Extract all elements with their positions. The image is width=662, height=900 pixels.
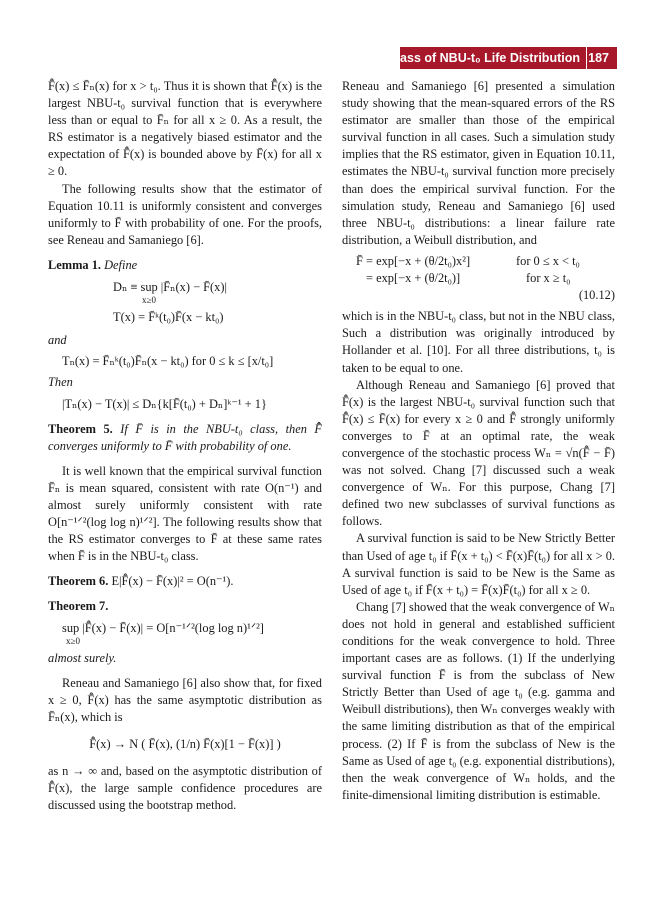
equation-row [342, 253, 615, 270]
equation: F̂̄(x) → N ( F̄(x), (1/n) F̄(x)[1 − F̄(x)] ) [89, 737, 281, 751]
paragraph: It is well known that the empirical survival function F̄ₙ is mean squared, consistent with rate O(n⁻¹) and almost surely uniformly consistent with rate O[n⁻¹ᐟ²(log log n)¹ᐟ²]. The following results show that the RS estimator converges to F̄ at these same rates when F̄ is in the NBU-t₀ class. [48, 463, 322, 564]
equation-subscript: x≥0 [142, 295, 156, 306]
paragraph: which is in the NBU-t₀ class, but not in the NBU class, Such a distribution was originally introduced by Hollander et al. [10]. For all three distributions, t₀ is taken to be equal to one. [342, 309, 615, 375]
equation: Tₙ(x) = F̄ₙᵏ(t₀)F̄ₙ(x − kt₀) for 0 ≤ k ≤ [x/t₀] [62, 354, 274, 369]
equation-row [342, 270, 615, 287]
theorem-label: Theorem 5. [48, 421, 113, 436]
left-column [48, 78, 322, 814]
lemma-1 [48, 257, 322, 274]
equation-condition: for 0 ≤ x < t₀ [516, 253, 580, 268]
equation: |Tₙ(x) − T(x)| ≤ Dₙ{k[F̄(t₀) + Dₙ]ᵏ⁻¹ + 1} [62, 396, 267, 411]
equation-subscript: x≥0 [66, 635, 80, 646]
theorem-label: Theorem 6. [48, 574, 109, 589]
connector-text: Then [48, 375, 73, 390]
equation-condition: for x ≥ t₀ [526, 271, 571, 286]
header-divider [586, 47, 587, 69]
theorem-text: E|F̂̄(x) − F̄(x)|² = O(n⁻¹). [111, 574, 234, 589]
right-column [342, 78, 615, 804]
paragraph: Reneau and Samaniego [6] also show that, for fixed x ≥ 0, F̂̄(x) has the same asymptotic distribution as F̄ₙ(x), which is [48, 675, 322, 724]
paragraph: The following results show that the estimator of Equation 10.11 is uniformly consistent and converges uniformly to F̄ with probability of one. For the proofs, see Reneau and Samaniego [6]. [48, 181, 322, 247]
page-number: 187 [588, 51, 609, 65]
equation: sup |F̂̄(x) − F̄(x)| = O[n⁻¹ᐟ²(log log n)¹ᐟ²] [62, 620, 264, 635]
theorem-5 [48, 421, 322, 455]
lemma-text: Define [104, 257, 138, 272]
equation: Dₙ ≡ sup |F̄ₙ(x) − F̄(x)| [113, 280, 227, 295]
equation: T(x) = F̄ᵏ(t₀)F̄(x − kt₀) [113, 310, 224, 325]
theorem-label: Theorem 7. [48, 599, 109, 614]
running-title: Class of NBU-t₀ Life Distribution [387, 51, 580, 65]
connector-text: almost surely. [48, 650, 117, 665]
equation: F̄ = exp[−x + (θ/2t₀)x²] [356, 253, 471, 268]
equation: = exp[−x + (θ/2t₀)] [366, 271, 461, 286]
running-header [387, 47, 617, 69]
theorem-text: If F̄ is in the NBU-t₀ class, then F̂̄ converges uniformly to F̄ with probability of one. [48, 421, 322, 453]
paragraph: Reneau and Samaniego [6] presented a simulation study showing that the mean-squared errors of the RS estimator are smaller than those of the empirical survival function in all cases. Such a simulation study implies that the RS estimator, given in Equation 10.11, estimates the NBU-t₀ survival function more precisely than does the empirical survival function. For the simulation study, Reneau and Samaniego [6] used three NBU-t₀ distributions: a linear failure rate distribution, a Weibull distribution, and [342, 79, 615, 247]
lemma-label: Lemma 1. [48, 257, 101, 272]
theorem-6 [48, 573, 322, 590]
connector-text: and [48, 333, 67, 348]
paragraph: F̂̄(x) ≤ F̄ₙ(x) for x > t₀. Thus it is shown that F̂̄(x) is the largest NBU-t₀ survival function that is everywhere less than or equal to F̄ₙ for all x ≥ 0. As a result, the RS estimator is a negatively biased estimator and the expectation of F̂̄(x) is bounded above by F̄(x) for all x ≥ 0. [48, 79, 322, 179]
equation-number: (10.12) [578, 288, 615, 303]
paragraph: Chang [7] showed that the weak convergence of Wₙ does not hold in general and established sufficient conditions for the weak convergence to hold. Three important cases are as follows. (1) If the underlying survival function F̄ is from the subclass of New Strictly Better than Used of age t₀ (e.g. gamma and Weibull distributions), then Wₙ converges weakly with the same limiting distribution as that of the empirical process. (2) If F̄ is from the subclass of New is the Same as Used of age t₀ (e.g. exponential distributions), then the weak convergence of Wₙ holds, and the finite-dimensional limiting distribution is estimable. [342, 599, 615, 802]
paragraph: as n → ∞ and, based on the asymptotic distribution of F̂̄(x), the large sample confidence procedures are discussed using the bootstrap method. [48, 764, 322, 813]
paragraph: Although Reneau and Samaniego [6] proved that F̂̄(x) is the largest NBU-t₀ survival function such that F̂̄(x) ≤ F̄(x) for every x ≥ 0 and F̂̄ strongly uniformly converges to F̄ at an optimal rate, the weak convergence of the stochastic process Wₙ = √n(F̂̄ − F̄) was not solved. Chang [7] discussed such a weak convergence of Wₙ. For this purpose, Chang [7] defined two new subclasses of survival functions as follows. [342, 377, 615, 529]
paragraph: A survival function is said to be New Strictly Better than Used of age t₀ if F̄(x + t₀) < F̄(x)F̄(t₀) for all x > 0. A survival function is said to be New is the Same as Used of age t₀ if F̄(x + t₀) = F̄(x)F̄(t₀) for all x ≥ 0. [342, 531, 615, 597]
